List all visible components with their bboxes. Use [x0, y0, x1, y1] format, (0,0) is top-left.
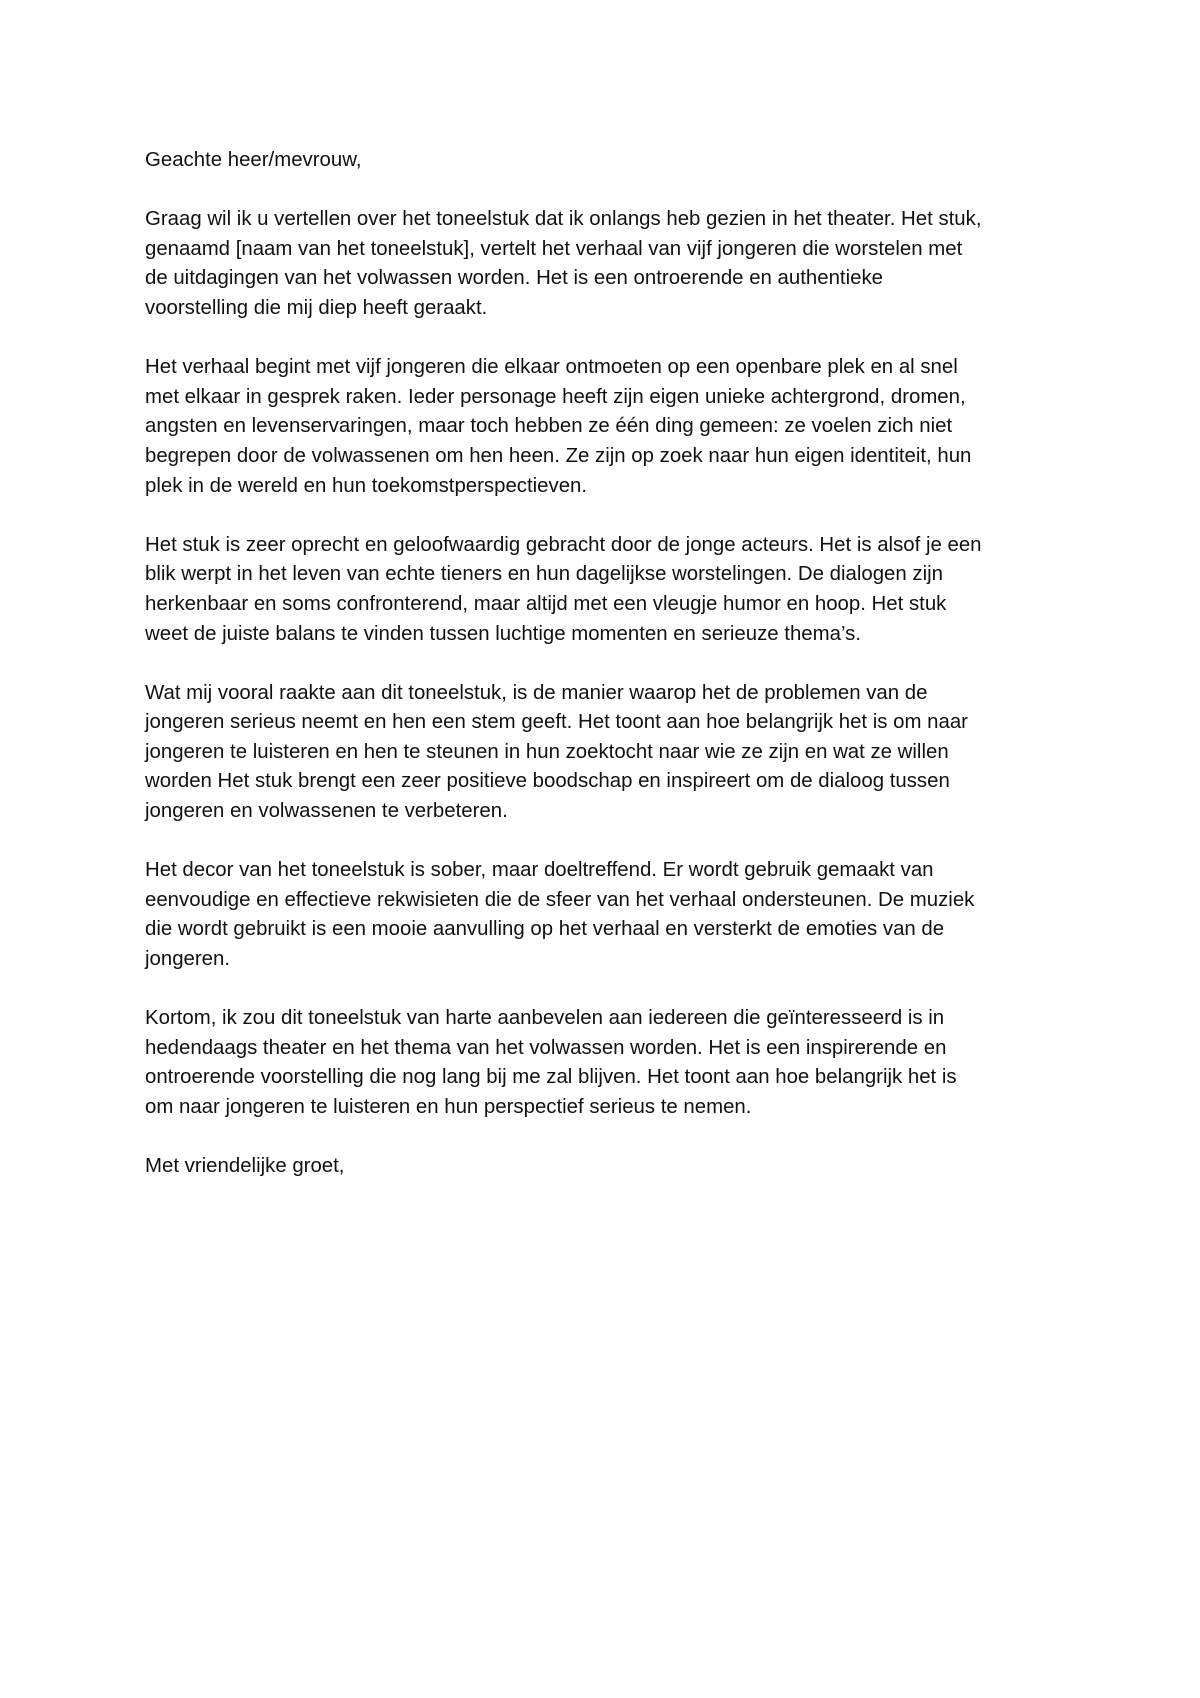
- paragraph-story: [145, 353, 1080, 501]
- text-line: jongeren.: [145, 948, 231, 971]
- paragraph-conclusion: [145, 1004, 1080, 1122]
- text-line: voorstelling die mij diep heeft geraakt.: [145, 296, 488, 319]
- text-line: die wordt gebruikt is een mooie aanvulling op het verhaal en versterkt de emoties van de: [145, 918, 945, 941]
- text-line: plek in de wereld en hun toekomstperspectieven.: [145, 474, 588, 497]
- text-line: Wat mij vooral raakte aan dit toneelstuk, is de manier waarop het de problemen van de: [145, 681, 928, 704]
- text-line: jongeren serieus neemt en hen een stem geeft. Het toont aan hoe belangrijk het is om naar: [145, 711, 968, 734]
- text-line: met elkaar in gesprek raken. Ieder personage heeft zijn eigen unieke achtergrond, dromen,: [145, 385, 966, 408]
- text-line: Het stuk is zeer oprecht en geloofwaardig gebracht door de jonge acteurs. Het is alsof je een: [145, 533, 982, 556]
- text-line: Het verhaal begint met vijf jongeren die elkaar ontmoeten op een openbare plek en al snel: [145, 356, 958, 379]
- text-line: worden Het stuk brengt een zeer positieve boodschap en inspireert om de dialoog tussen: [145, 770, 950, 793]
- text-line: jongeren en volwassenen te verbeteren.: [145, 800, 508, 823]
- text-line: herkenbaar en soms confronterend, maar altijd met een vleugje humor en hoop. Het stuk: [145, 592, 947, 615]
- text-line: angsten en levenservaringen, maar toch hebben ze één ding gemeen: ze voelen zich niet: [145, 415, 953, 438]
- letter-body: [145, 146, 1080, 1211]
- text-line: blik werpt in het leven van echte tieners en hun dagelijkse worstelingen. De dialogen zijn: [145, 563, 943, 586]
- text-line: om naar jongeren te luisteren en hun perspectief serieus te nemen.: [145, 1096, 752, 1118]
- paragraph-intro: [145, 205, 1080, 323]
- paragraph-impact: [145, 679, 1080, 827]
- text-line: weet de juiste balans te vinden tussen luchtige momenten en serieuze thema’s.: [145, 622, 861, 645]
- text-line: Graag wil ik u vertellen over het toneelstuk dat ik onlangs heb gezien in het theater. Het stuk,: [145, 208, 982, 231]
- text-line: Kortom, ik zou dit toneelstuk van harte aanbevelen aan iedereen die geïnteresseerd is in: [145, 1007, 945, 1030]
- text-line: de uitdagingen van het volwassen worden. Het is een ontroerende en authentieke: [145, 267, 883, 290]
- text-line: begrepen door de volwassenen om hen heen. Ze zijn op zoek naar hun eigen identiteit, hun: [145, 444, 972, 467]
- text-line: genaamd [naam van het toneelstuk], vertelt het verhaal van vijf jongeren die worstelen met: [145, 237, 963, 260]
- salutation: Geachte heer/mevrouw,: [145, 149, 362, 171]
- text-line: Het decor van het toneelstuk is sober, maar doeltreffend. Er wordt gebruik gemaakt van: [145, 859, 934, 882]
- text-line: eenvoudige en effectieve rekwisieten die de sfeer van het verhaal ondersteunen. De muziek: [145, 888, 975, 911]
- text-line: jongeren te luisteren en hen te steunen in hun zoektocht naar wie ze zijn en wat ze willen: [145, 740, 949, 763]
- text-line: hedendaags theater en het thema van het volwassen worden. Het is een inspirerende en: [145, 1036, 947, 1059]
- closing: Met vriendelijke groet,: [145, 1155, 345, 1178]
- paragraph-acting: [145, 531, 1080, 649]
- paragraph-decor: [145, 856, 1080, 974]
- text-line: ontroerende voorstelling die nog lang bij me zal blijven. Het toont aan hoe belangrijk het is: [145, 1066, 957, 1089]
